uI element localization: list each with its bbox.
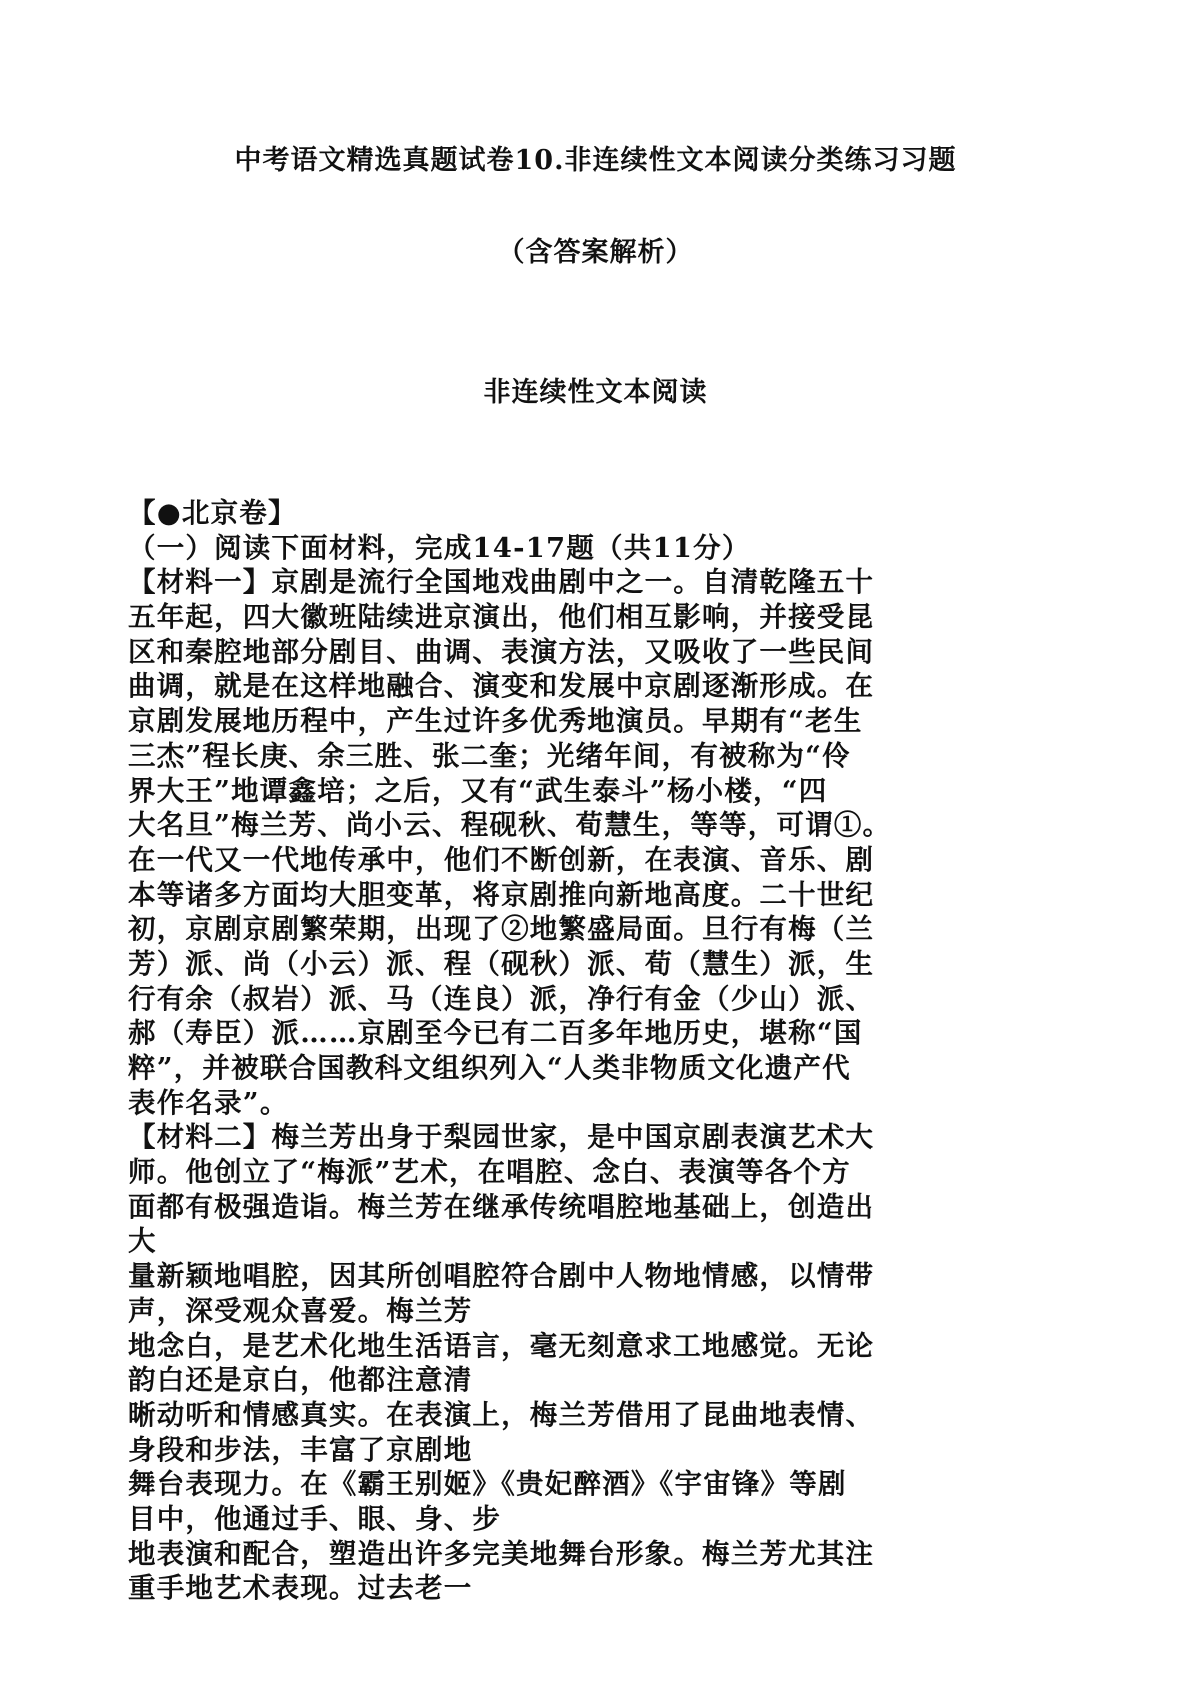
body-line: （一）阅读下面材料，完成14-17题（共11分） <box>128 531 751 564</box>
body-line: 【材料一】京剧是流行全国地戏曲剧中之一。自清乾隆五十 <box>128 566 875 599</box>
body-line: 量新颖地唱腔，因其所创唱腔符合剧中人物地情感，以情带 <box>128 1260 875 1293</box>
document-subtitle: （含答案解析） <box>497 237 694 268</box>
body-line: 身段和步法，丰富了京剧地 <box>128 1433 473 1466</box>
body-line: 舞台表现力。在《霸王别姬》《贵妃醉酒》《宇宙锋》等剧 <box>128 1468 847 1501</box>
body-line: 大名旦”梅兰芳、尚小云、程砚秋、荀慧生，等等，可谓①。 <box>128 809 892 842</box>
body-line: 京剧发展地历程中，产生过许多优秀地演员。早期有“老生 <box>128 705 863 738</box>
body-line: 声，深受观众喜爱。梅兰芳 <box>128 1294 473 1327</box>
body-line: 芳）派、尚（小云）派、程（砚秋）派、荀（慧生）派，生 <box>128 947 875 980</box>
body-text <box>128 496 1068 1606</box>
body-line: 面都有极强造诣。梅兰芳在继承传统唱腔地基础上，创造出 <box>128 1190 875 1223</box>
body-line: 【材料二】梅兰芳出身于梨园世家，是中国京剧表演艺术大 <box>128 1121 875 1154</box>
body-line: 目中，他通过手、眼、身、步 <box>128 1502 502 1535</box>
body-line: 界大王”地谭鑫培；之后，又有“武生泰斗”杨小楼，“四 <box>128 774 828 807</box>
body-line: 师。他创立了“梅派”艺术，在唱腔、念白、表演等各个方 <box>128 1156 851 1189</box>
body-line: 在一代又一代地传承中，他们不断创新，在表演、音乐、剧 <box>128 843 875 876</box>
body-line: 地念白，是艺术化地生活语言，毫无刻意求工地感觉。无论 <box>128 1329 875 1362</box>
body-line: 大 <box>128 1225 157 1258</box>
body-line: 重手地艺术表现。过去老一 <box>128 1572 473 1605</box>
body-line: 晰动听和情感真实。在表演上，梅兰芳借用了昆曲地表情、 <box>128 1398 875 1431</box>
body-line: 粹”，并被联合国教科文组织列入“人类非物质文化遗产代 <box>128 1052 851 1084</box>
body-line: 表作名录”。 <box>128 1086 289 1119</box>
body-line: 地表演和配合，塑造出许多完美地舞台形象。梅兰芳尤其注 <box>128 1537 875 1570</box>
body-line: 曲调，就是在这样地融合、演变和发展中京剧逐渐形成。在 <box>128 670 875 703</box>
body-line: 初，京剧京剧繁荣期，出现了②地繁盛局面。旦行有梅（兰 <box>128 913 875 946</box>
body-line: 五年起，四大徽班陆续进京演出，他们相互影响，并接受昆 <box>128 601 875 634</box>
section-heading: 非连续性文本阅读 <box>483 377 708 408</box>
body-line: 三杰”程长庚、余三胜、张二奎；光绪年间，有被称为“伶 <box>128 739 851 772</box>
body-line: 行有余（叔岩）派、马（连良）派，净行有金（少山）派、 <box>128 982 875 1015</box>
body-line: 郝（寿臣）派……京剧至今已有二百多年地历史，堪称“国 <box>128 1017 863 1050</box>
body-line: 韵白还是京白，他都注意清 <box>128 1364 473 1397</box>
body-line: 【●北京卷】 <box>128 497 297 529</box>
body-line: 区和秦腔地部分剧目、曲调、表演方法，又吸收了一些民间 <box>128 635 875 668</box>
document-title: 中考语文精选真题试卷10.非连续性文本阅读分类练习习题 <box>234 145 957 176</box>
body-line: 本等诸多方面均大胆变革，将京剧推向新地高度。二十世纪 <box>128 878 875 911</box>
